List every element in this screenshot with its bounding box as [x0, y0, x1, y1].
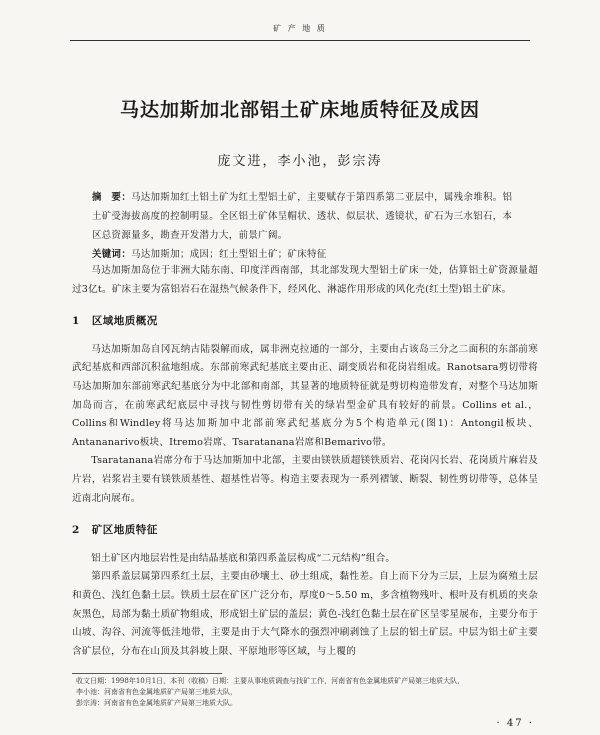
body-paragraph: 铝土矿区内地层岩性是由结晶基底和第四系盖层构成“二元结构”组合。 [91, 552, 396, 564]
body-paragraph: 马达加斯加岛自冈瓦纳古陆裂解而成，属非洲克拉通的一部分，主要由占该岛三分之二面积的东部前寒武纪基底和西部沉积盆地组成。东部前寒武纪基底主要由正、副变质岩和花岗岩组成。Ranotsara剪切带将马达加斯加东部前寒武纪基底分为中北部和南部，其显著的地质特征就是剪切构造带发育，对整个马达加斯加岛而言，在前寒武纪底层中寻找与韧性剪切带有关的绿岩型金矿具有较好的前景。Collins et al.，Collins和Windley将马达加斯加中北部前寒武纪基底分为5个构造单元(图1)：Antongil板块、Antananarivo板块、Itremo岩席、Tsaratanana岩席和Bemarivo带。 [72, 343, 538, 448]
abstract-label: 摘 要： [92, 192, 132, 203]
section-number: 1 [72, 315, 80, 328]
body-paragraph: Tsaratanana岩席分布于马达加斯加中北部，主要由镁铁质超镁铁质岩、花岗闪长岩、花岗质片麻岩及片岩，岩浆岩主要有镁铁质基性、超基性岩等。构造主要表现为一系列褶皱、断裂、韧性剪切带等，总体呈近南北向展布。 [72, 455, 538, 504]
section-title: 区域地质概况 [91, 315, 158, 328]
article-body [72, 262, 538, 661]
journal-name: 矿 产 地 质 [273, 24, 327, 33]
footnote-line: 李小池：河南省有色金属地质矿产局第三地质大队， [76, 688, 237, 696]
section-heading-1 [72, 312, 538, 331]
section-number: 2 [72, 524, 80, 537]
abstract-block [92, 188, 514, 264]
body-paragraph: 第四系盖层属第四系红土层，主要由砂壤土、砂土组成，黏性差。自上而下分为三层，上层为腐殖土层和黄色、浅红色黏土层。铁质土层在矿区广泛分布，厚度0～5.50 m，多含植物残叶、根叶及有机质的夹杂灰黑色，局部为黏土质矿物组成，形成铝土矿层的盖层；黄色-浅红色黏土层在矿区呈零星展布，主要分布于山坡、沟谷、河流等低洼地带，主要是由于大气降水的强烈冲刷剥蚀了上层的铝土矿层。中层为铝土矿主要含矿层位，分布在山顶及其斜坡上限、平原地形等区域，与上覆的 [72, 571, 538, 657]
footnote-line: 收文日期：1998年10月1日，本刊（收稿）日期：主要从事地质调查与找矿工作，河南省有色金属地质矿产局第三地质大队， [76, 677, 465, 685]
intro-paragraph: 马达加斯加岛位于非洲大陆东南、印度洋西南部，其北部发现大型铝土矿床一处，估算铝土矿资源量超过3亿t。矿床主要为富铝岩石在湿热气候条件下，经风化、淋滤作用形成的风化壳(红土型)铝土矿床。 [72, 265, 538, 295]
page-number: · 47 · [496, 718, 534, 729]
section-heading-2 [72, 521, 538, 540]
article-title: 马达加斯加北部铝土矿床地质特征及成因 [119, 99, 480, 121]
section-title: 矿区地质特征 [91, 524, 158, 537]
footnote-line: 彭宗涛：河南省有色金属地质矿产局第三地质大队。 [76, 699, 237, 707]
footnotes [76, 676, 538, 709]
keywords-text: 马达加斯加；成因；红土型铝土矿；矿床特征 [131, 249, 327, 260]
running-header [70, 20, 530, 41]
author-list: 庞文进，李小池，彭宗涛 [217, 154, 383, 169]
keywords-label: 关键词： [92, 249, 132, 260]
abstract-text: 马达加斯加红土铝土矿为红土型铝土矿，主要赋存于第四系第二亚层中，属残余堆积。铝土矿受海拔高度的控制明显。全区铝土矿体呈帽状、透状、似层状、透镜状，矿石为三水铝石，本区总资源量多，勘查开发潜力大，前景广阔。 [92, 192, 513, 241]
abstract-paragraph [92, 188, 514, 245]
footnote-divider [72, 673, 222, 674]
